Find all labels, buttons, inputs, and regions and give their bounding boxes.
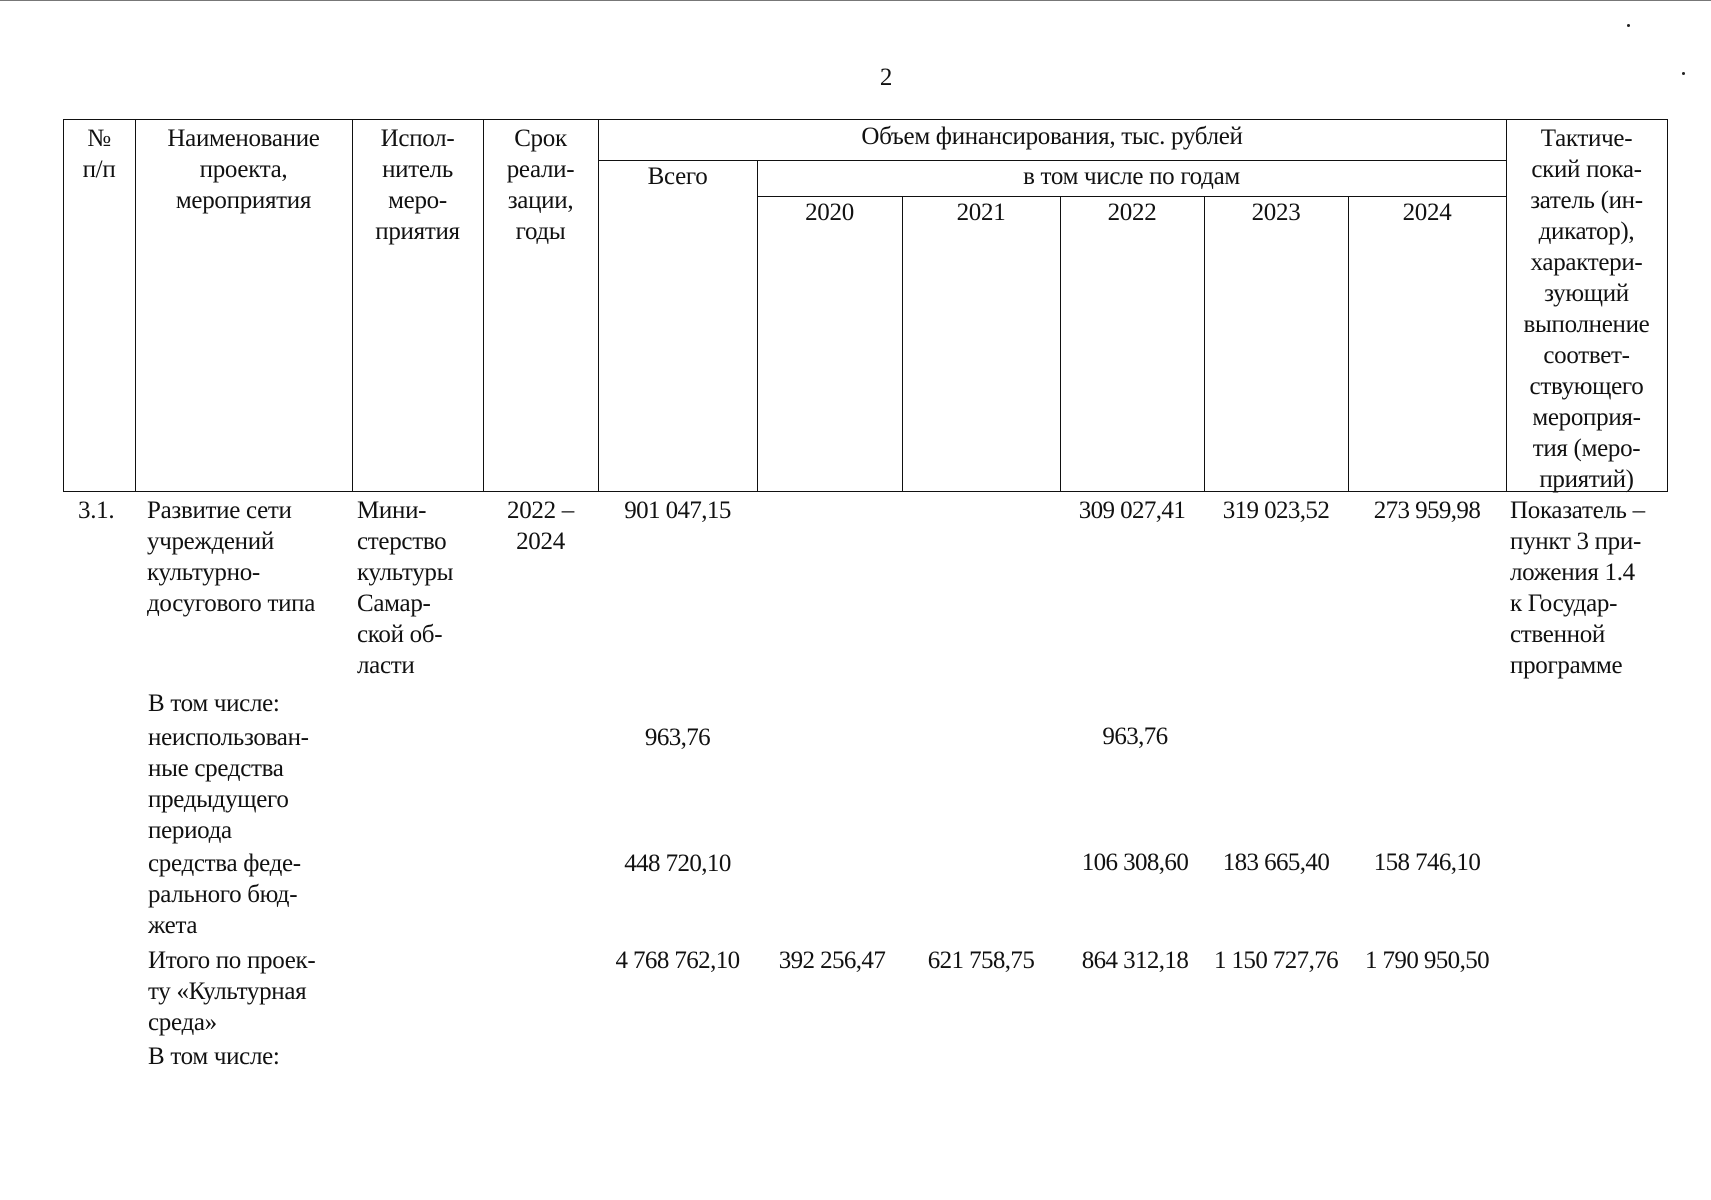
row-y2024: 273 959,98 — [1373, 497, 1481, 524]
row-y2023: 183 665,40 — [1222, 849, 1330, 876]
row-name: Итого по проек- ту «Культурная среда» — [148, 947, 316, 1036]
row-name: неиспользован- ные средства предыдущего периода — [148, 724, 309, 844]
header-year-2024: 2024 — [1402, 199, 1452, 226]
row-y2022: 864 312,18 — [1081, 947, 1189, 974]
row-y2022: 106 308,60 — [1081, 849, 1189, 876]
header-year-2023: 2023 — [1251, 199, 1301, 226]
scan-speck — [1627, 24, 1630, 27]
row-total: 963,76 — [644, 724, 711, 751]
row-y2023: 319 023,52 — [1222, 497, 1330, 524]
row-y2021: 621 758,75 — [927, 947, 1035, 974]
row-y2022: 963,76 — [1102, 723, 1168, 750]
page-number: 2 — [879, 64, 893, 91]
row-name: средства феде- рального бюд- жета — [148, 850, 301, 939]
header-total: Всего — [647, 163, 708, 190]
header-year-2020: 2020 — [805, 199, 854, 226]
header-indicator: Тактиче- ский пока- затель (ин- дикатор), характери- зующий выполнение соответ- ствующего мероприя- тия (меро- приятий) — [1523, 125, 1650, 493]
row-total: 4 768 762,10 — [615, 947, 740, 974]
row-y2024: 1 790 950,50 — [1364, 947, 1490, 974]
header-num: № п/п — [82, 125, 116, 183]
row-total: 448 720,10 — [624, 850, 731, 877]
header-executor: Испол- нитель меро- приятия — [375, 125, 460, 245]
row-term: 2022 – 2024 — [507, 497, 574, 555]
including-label-2: В том числе: — [148, 1043, 280, 1070]
row-total: 901 047,15 — [624, 497, 731, 524]
scan-speck — [1682, 72, 1685, 75]
scan-edge-line — [0, 0, 1711, 1]
header-year-2022: 2022 — [1107, 199, 1157, 226]
row-executor: Мини- стерство культуры Самар- ской об- ласти — [357, 497, 454, 679]
header-name: Наименование проекта, мероприятия — [167, 125, 320, 214]
row-name: Развитие сети учреждений культурно- досугового типа — [147, 497, 316, 617]
row-number: 3.1. — [78, 497, 115, 524]
row-y2020: 392 256,47 — [778, 947, 886, 974]
header-year-2021: 2021 — [956, 199, 1006, 226]
row-y2023: 1 150 727,76 — [1213, 947, 1339, 974]
row-indicator: Показатель – пункт 3 при- ложения 1.4 к Государ- ственной программе — [1510, 497, 1645, 679]
header-funding: Объем финансирования, тыс. рублей — [861, 123, 1243, 150]
header-term: Срок реали- зации, годы — [506, 125, 575, 245]
header-by-years: в том числе по годам — [1023, 163, 1240, 190]
row-y2022: 309 027,41 — [1078, 497, 1186, 524]
row-y2024: 158 746,10 — [1373, 849, 1481, 876]
including-label: В том числе: — [148, 690, 280, 717]
